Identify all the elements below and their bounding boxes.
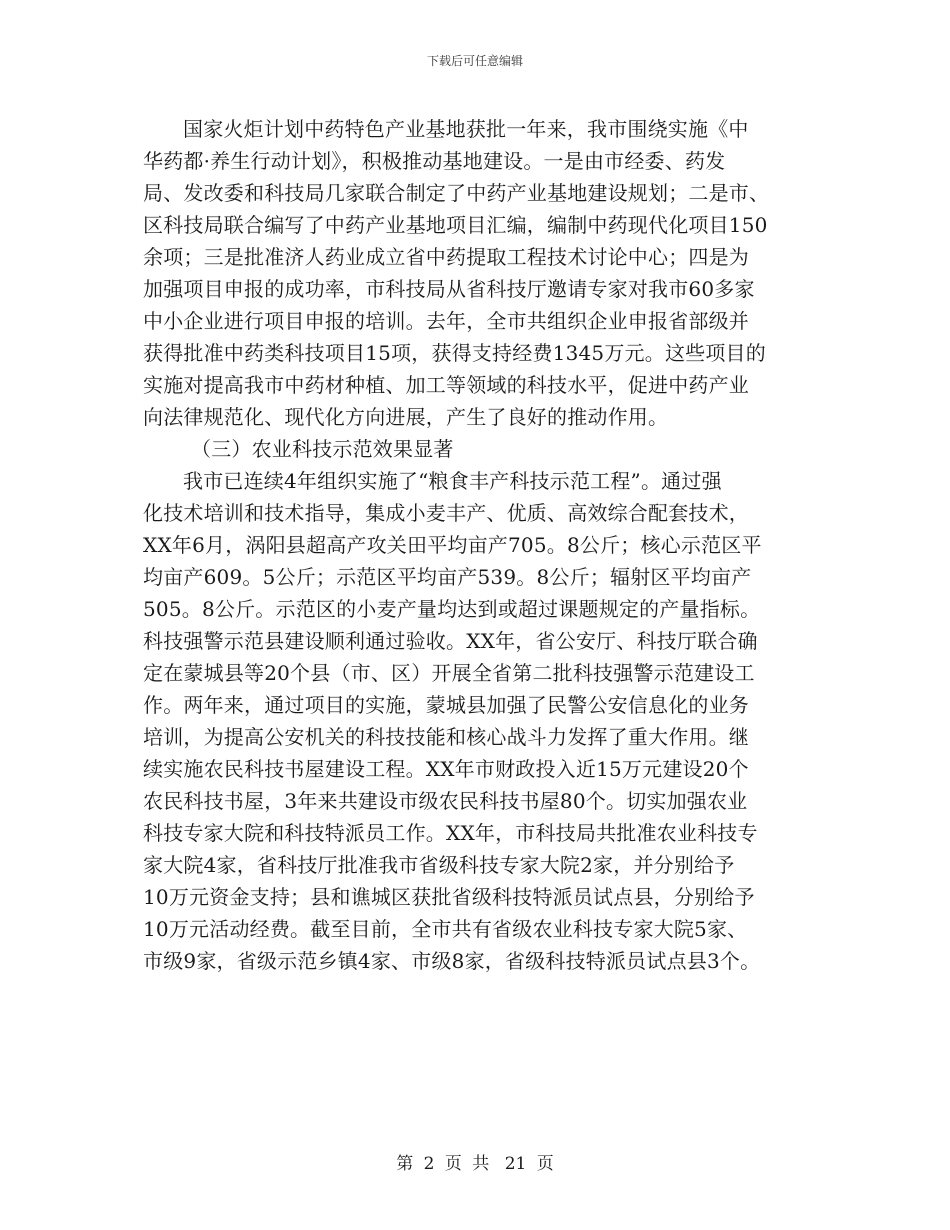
page-label-suffix: 页 — [536, 1154, 554, 1174]
header-note: 下载后可任意编辑 — [426, 54, 523, 68]
paragraph-line: 国家火炬计划中药特色产业基地获批一年来，我市围绕实施《中 — [183, 117, 749, 141]
paragraph-line: 均亩产609。5公斤；示范区平均亩产539。8公斤；辐射区平均亩产 — [143, 565, 752, 589]
paragraph-line: 化技术培训和技术指导，集成小麦丰产、优质、高效综合配套技术， — [143, 501, 749, 525]
paragraph-line: 向法律规范化、现代化方向进展，产生了良好的推动作用。 — [143, 405, 669, 429]
section-heading: （三）农业科技示范效果显著 — [191, 437, 454, 461]
paragraph-line: 10万元资金支持；县和谯城区获批省级科技特派员试点县，分别给予 — [143, 885, 755, 909]
current-page-number: 2 — [423, 1154, 435, 1174]
page-label-mid1: 页 — [444, 1154, 462, 1174]
paragraph-line: 作。两年来，通过项目的实施，蒙城县加强了民警公安信息化的业务 — [143, 693, 749, 717]
paragraph-line: 10万元活动经费。截至目前，全市共有省级农业科技专家大院5家、 — [143, 917, 748, 941]
paragraph-line: 培训，为提高公安机关的科技技能和核心战斗力发挥了重大作用。继 — [143, 725, 749, 749]
paragraph-line: 505。8公斤。示范区的小麦产量均达到或超过课题规定的产量指标。 — [143, 597, 761, 621]
paragraph-line: 农民科技书屋，3年来共建设市级农民科技书屋80个。切实加强农业 — [143, 789, 748, 813]
paragraph-line: 余项；三是批准济人药业成立省中药提取工程技术讨论中心；四是为 — [143, 245, 749, 269]
paragraph-line: 科技强警示范县建设顺利通过验收。XX年，省公安厅、科技厅联合确 — [143, 629, 758, 653]
paragraph-line: 中小企业进行项目申报的培训。去年，全市共组织企业申报省部级并 — [143, 309, 749, 333]
paragraph-line: 续实施农民科技书屋建设工程。XX年市财政投入近15万元建设20个 — [143, 757, 749, 781]
total-pages-number: 21 — [504, 1154, 527, 1174]
paragraph-line: 区科技局联合编写了中药产业基地项目汇编，编制中药现代化项目150 — [143, 213, 768, 237]
paragraph-line: 市级9家，省级示范乡镇4家、市级8家，省级科技特派员试点县3个。 — [143, 949, 761, 973]
paragraph-line: 实施对提高我市中药材种植、加工等领域的科技水平，促进中药产业 — [143, 373, 749, 397]
paragraph-line: 科技专家大院和科技特派员工作。XX年，市科技局共批准农业科技专 — [143, 821, 758, 845]
paragraph-line: 局、发改委和科技局几家联合制定了中药产业基地建设规划；二是市、 — [143, 181, 770, 205]
paragraph-line: XX年6月，涡阳县超高产攻关田平均亩产705。8公斤；核心示范区平 — [143, 533, 762, 557]
paragraph-line: 家大院4家，省科技厅批准我市省级科技专家大院2家，并分别给予 — [143, 853, 735, 877]
paragraph-line: 华药都·养生行动计划》，积极推动基地建设。一是由市经委、药发 — [143, 149, 726, 173]
page-label-mid2: 共 — [472, 1154, 490, 1174]
document-body — [143, 113, 823, 977]
paragraph-line: 我市已连续4年组织实施了“粮食丰产科技示范工程”。通过强 — [183, 469, 722, 493]
paragraph-line: 加强项目申报的成功率，市科技局从省科技厅邀请专家对我市60多家 — [143, 277, 755, 301]
paragraph-line: 获得批准中药类科技项目15项，获得支持经费1345万元。这些项目的 — [143, 341, 766, 365]
page-label-prefix: 第 — [396, 1154, 414, 1174]
page-footer — [0, 1153, 950, 1175]
paragraph-line: 定在蒙城县等20个县（市、区）开展全省第二批科技强警示范建设工 — [143, 661, 755, 685]
